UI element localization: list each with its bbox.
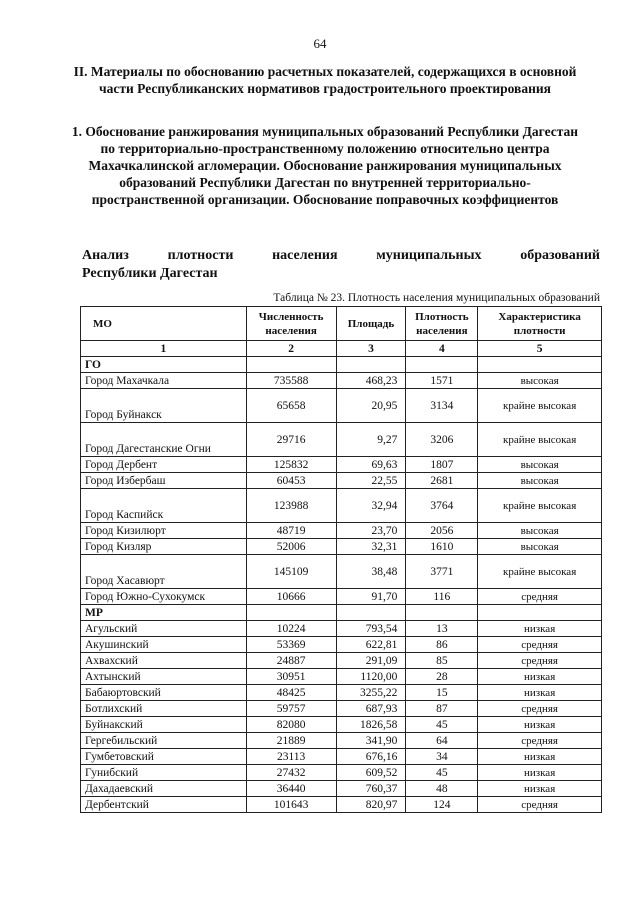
cell-population: 82080: [246, 717, 336, 733]
cell-population: 48719: [246, 523, 336, 539]
table-row: [81, 373, 602, 389]
cell-population: 65658: [246, 389, 336, 423]
column-number: 5: [478, 341, 602, 357]
cell-population: 36440: [246, 781, 336, 797]
cell-density: 3206: [406, 423, 478, 457]
analysis-word: плотности: [167, 248, 234, 263]
column-number: 4: [406, 341, 478, 357]
cell-area: 23,70: [336, 523, 406, 539]
table-header-row: [81, 307, 602, 341]
cell-density: 124: [406, 797, 478, 813]
cell-population: 23113: [246, 749, 336, 765]
cell-area: 9,27: [336, 423, 406, 457]
cell-density: 45: [406, 717, 478, 733]
empty-cell: [478, 357, 602, 373]
table-row: [81, 669, 602, 685]
cell-density: 3771: [406, 555, 478, 589]
cell-name: Город Дербент: [81, 457, 247, 473]
cell-name: Город Дагестанские Огни: [81, 423, 247, 457]
table-row: [81, 389, 602, 423]
table-row: [81, 781, 602, 797]
cell-name: Город Махачкала: [81, 373, 247, 389]
cell-characteristic: крайне высокая: [478, 423, 602, 457]
cell-name: Город Хасавюрт: [81, 555, 247, 589]
cell-characteristic: высокая: [478, 539, 602, 555]
cell-density: 64: [406, 733, 478, 749]
cell-density: 3134: [406, 389, 478, 423]
cell-name: Город Буйнакск: [81, 389, 247, 423]
column-number: 2: [246, 341, 336, 357]
table-row: [81, 473, 602, 489]
cell-characteristic: крайне высокая: [478, 489, 602, 523]
cell-population: 10224: [246, 621, 336, 637]
cell-name: Город Избербаш: [81, 473, 247, 489]
cell-characteristic: высокая: [478, 523, 602, 539]
cell-name: Дербентский: [81, 797, 247, 813]
cell-name: Город Кизилюрт: [81, 523, 247, 539]
column-number: 3: [336, 341, 406, 357]
cell-area: 22,55: [336, 473, 406, 489]
cell-characteristic: низкая: [478, 765, 602, 781]
cell-area: 3255,22: [336, 685, 406, 701]
header-population: Численность населения: [246, 307, 336, 341]
cell-area: 91,70: [336, 589, 406, 605]
header-density: Плотность населения: [406, 307, 478, 341]
empty-cell: [246, 605, 336, 621]
cell-area: 676,16: [336, 749, 406, 765]
cell-area: 32,94: [336, 489, 406, 523]
cell-density: 48: [406, 781, 478, 797]
empty-cell: [478, 605, 602, 621]
cell-characteristic: высокая: [478, 457, 602, 473]
table-row: [81, 555, 602, 589]
table-row: [81, 733, 602, 749]
cell-density: 28: [406, 669, 478, 685]
cell-characteristic: высокая: [478, 373, 602, 389]
page-number: 64: [313, 36, 327, 51]
section-label: МР: [81, 605, 247, 621]
table-row: [81, 653, 602, 669]
table-row: [81, 489, 602, 523]
cell-population: 53369: [246, 637, 336, 653]
table-row: [81, 523, 602, 539]
cell-name: Гумбетовский: [81, 749, 247, 765]
cell-population: 101643: [246, 797, 336, 813]
empty-cell: [406, 605, 478, 621]
table-row: [81, 685, 602, 701]
table-row: [81, 701, 602, 717]
cell-density: 3764: [406, 489, 478, 523]
cell-name: Дахадаевский: [81, 781, 247, 797]
cell-area: 622,81: [336, 637, 406, 653]
cell-characteristic: низкая: [478, 781, 602, 797]
cell-density: 86: [406, 637, 478, 653]
analysis-word: населения: [272, 248, 338, 263]
cell-population: 735588: [246, 373, 336, 389]
cell-area: 468,23: [336, 373, 406, 389]
cell-characteristic: низкая: [478, 685, 602, 701]
cell-name: Город Южно-Сухокумск: [81, 589, 247, 605]
section-heading: II. Материалы по обоснованию расчетных показателей, содержащихся в основной части Республиканских нормативов градостроительного проектирования: [73, 64, 577, 96]
cell-characteristic: средняя: [478, 797, 602, 813]
cell-population: 10666: [246, 589, 336, 605]
cell-density: 2056: [406, 523, 478, 539]
cell-area: 291,09: [336, 653, 406, 669]
cell-characteristic: средняя: [478, 637, 602, 653]
column-number: 1: [81, 341, 247, 357]
subsection-heading: 1. Обоснование ранжирования муниципальных образований Республики Дагестан по территориально-пространственному положению относительно центра Махачкалинской агломерации. Обоснование ранжирования муниципальных образований Республики Дагестан по внутренней территориально-пространственной организации. Обоснование поправочных коэффициентов: [71, 124, 579, 207]
table-row: [81, 423, 602, 457]
cell-characteristic: высокая: [478, 473, 602, 489]
cell-area: 32,31: [336, 539, 406, 555]
cell-area: 687,93: [336, 701, 406, 717]
cell-characteristic: низкая: [478, 717, 602, 733]
analysis-word: муниципальных: [376, 248, 482, 263]
cell-population: 29716: [246, 423, 336, 457]
analysis-word: Анализ: [82, 248, 129, 263]
cell-area: 609,52: [336, 765, 406, 781]
cell-population: 123988: [246, 489, 336, 523]
table-row: [81, 621, 602, 637]
section-row: [81, 357, 602, 373]
table-row: [81, 589, 602, 605]
cell-name: Бабаюртовский: [81, 685, 247, 701]
cell-density: 34: [406, 749, 478, 765]
header-characteristic: Характеристика плотности: [478, 307, 602, 341]
cell-population: 125832: [246, 457, 336, 473]
empty-cell: [336, 357, 406, 373]
cell-area: 20,95: [336, 389, 406, 423]
cell-density: 13: [406, 621, 478, 637]
cell-characteristic: низкая: [478, 669, 602, 685]
cell-area: 38,48: [336, 555, 406, 589]
empty-cell: [336, 605, 406, 621]
table-row: [81, 457, 602, 473]
cell-name: Акушинский: [81, 637, 247, 653]
section-row: [81, 605, 602, 621]
cell-characteristic: крайне высокая: [478, 389, 602, 423]
cell-name: Ахвахский: [81, 653, 247, 669]
analysis-word: образований: [520, 248, 600, 263]
analysis-title: [82, 247, 600, 283]
table-body: [81, 341, 602, 813]
analysis-title-line2: Республики Дагестан: [82, 266, 218, 281]
cell-name: Буйнакский: [81, 717, 247, 733]
cell-population: 24887: [246, 653, 336, 669]
cell-name: Гергебильский: [81, 733, 247, 749]
cell-density: 87: [406, 701, 478, 717]
cell-population: 52006: [246, 539, 336, 555]
cell-population: 48425: [246, 685, 336, 701]
cell-density: 15: [406, 685, 478, 701]
header-mo: МО: [81, 307, 247, 341]
cell-characteristic: низкая: [478, 621, 602, 637]
cell-area: 760,37: [336, 781, 406, 797]
cell-characteristic: средняя: [478, 589, 602, 605]
cell-density: 1571: [406, 373, 478, 389]
cell-population: 27432: [246, 765, 336, 781]
cell-density: 1610: [406, 539, 478, 555]
empty-cell: [406, 357, 478, 373]
cell-population: 59757: [246, 701, 336, 717]
cell-density: 1807: [406, 457, 478, 473]
table-row: [81, 717, 602, 733]
cell-characteristic: средняя: [478, 653, 602, 669]
column-number-row: [81, 341, 602, 357]
section-label: ГО: [81, 357, 247, 373]
density-table: [80, 306, 602, 813]
cell-area: 820,97: [336, 797, 406, 813]
table-row: [81, 637, 602, 653]
cell-density: 2681: [406, 473, 478, 489]
empty-cell: [246, 357, 336, 373]
table-row: [81, 539, 602, 555]
cell-name: Город Каспийск: [81, 489, 247, 523]
header-area: Площадь: [336, 307, 406, 341]
table-row: [81, 765, 602, 781]
cell-name: Ботлихский: [81, 701, 247, 717]
cell-density: 116: [406, 589, 478, 605]
cell-area: 341,90: [336, 733, 406, 749]
cell-population: 30951: [246, 669, 336, 685]
cell-characteristic: крайне высокая: [478, 555, 602, 589]
cell-area: 69,63: [336, 457, 406, 473]
cell-population: 60453: [246, 473, 336, 489]
cell-area: 1826,58: [336, 717, 406, 733]
cell-characteristic: средняя: [478, 701, 602, 717]
cell-area: 793,54: [336, 621, 406, 637]
cell-characteristic: средняя: [478, 733, 602, 749]
cell-population: 21889: [246, 733, 336, 749]
cell-population: 145109: [246, 555, 336, 589]
cell-characteristic: низкая: [478, 749, 602, 765]
cell-name: Город Кизляр: [81, 539, 247, 555]
table-row: [81, 797, 602, 813]
cell-density: 85: [406, 653, 478, 669]
cell-name: Гунибский: [81, 765, 247, 781]
cell-name: Агульский: [81, 621, 247, 637]
cell-area: 1120,00: [336, 669, 406, 685]
table-caption: Таблица № 23. Плотность населения муниципальных образований: [273, 292, 600, 304]
cell-density: 45: [406, 765, 478, 781]
table-row: [81, 749, 602, 765]
cell-name: Ахтынский: [81, 669, 247, 685]
